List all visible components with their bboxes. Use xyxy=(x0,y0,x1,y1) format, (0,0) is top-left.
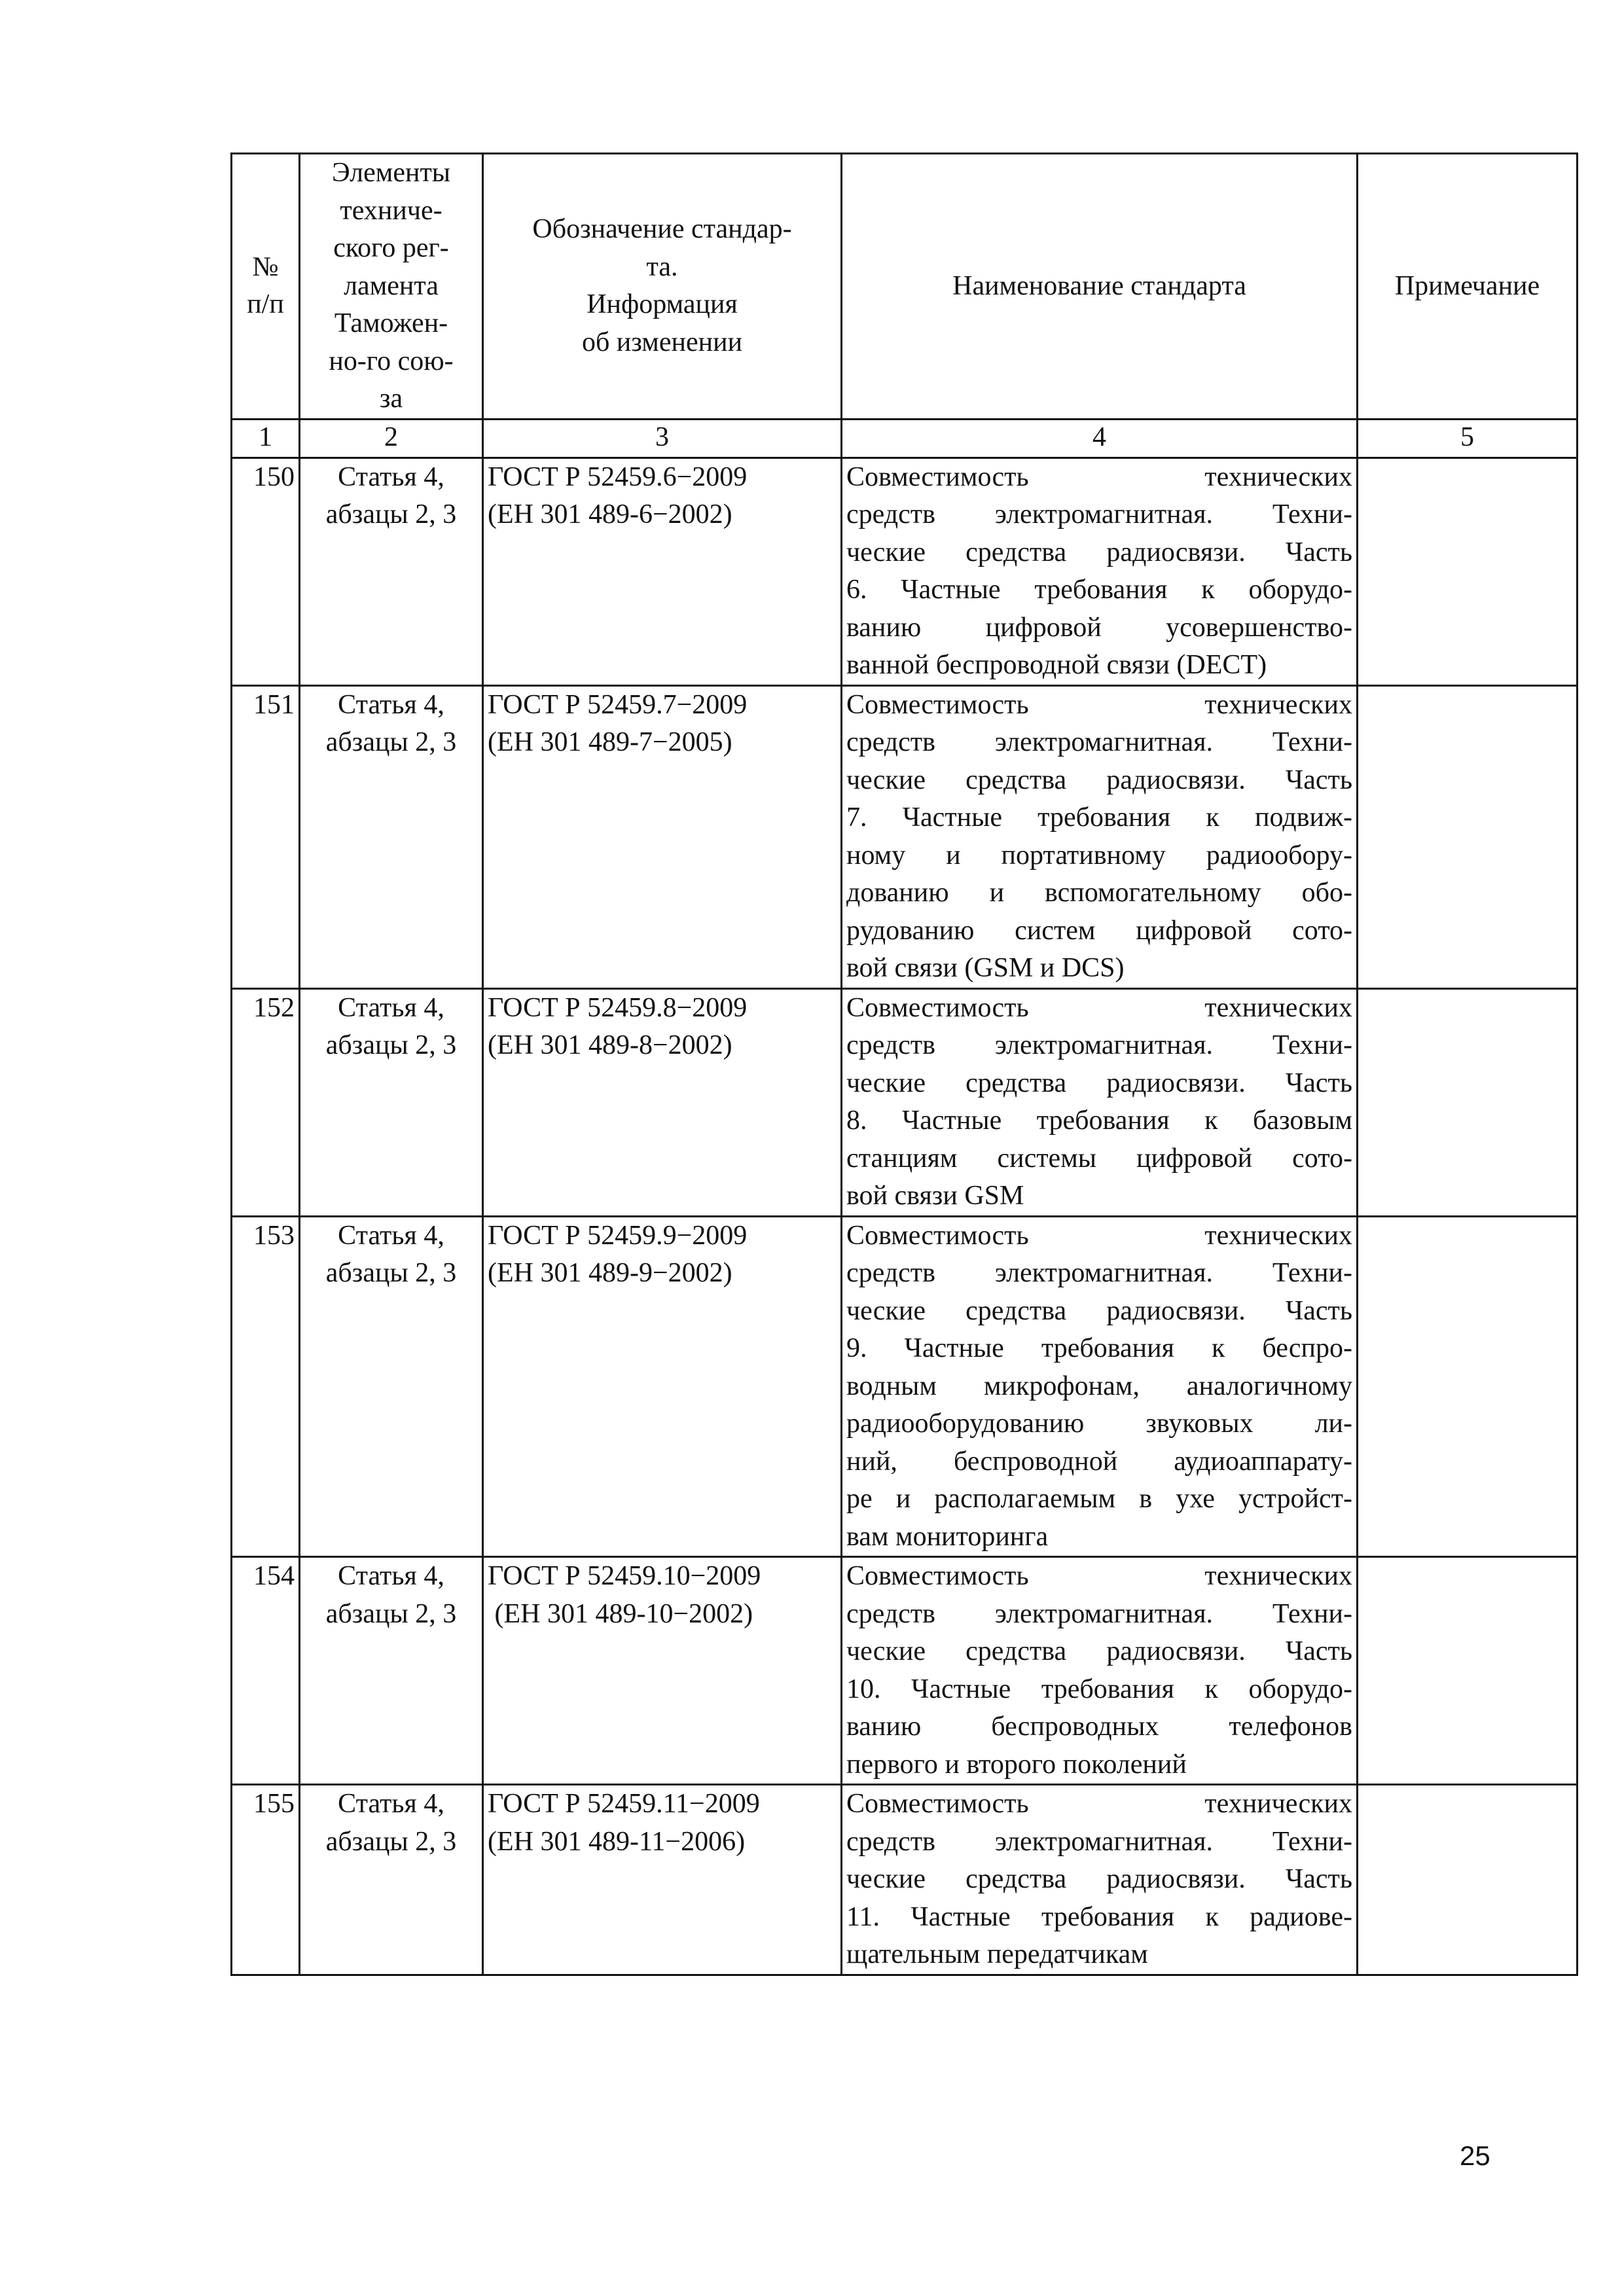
row-number: 152 xyxy=(232,988,300,1216)
standard-name xyxy=(842,1557,1358,1785)
text-line: Совместимость технических xyxy=(846,992,1352,1023)
text-line: ГОСТ Р 52459.11−2009 xyxy=(488,1789,760,1819)
text-line: Совместимость технических xyxy=(846,1789,1352,1819)
text-line: вой связи GSM xyxy=(846,1181,1024,1211)
page-number: 25 xyxy=(1460,2140,1490,2171)
text-line: та. xyxy=(646,251,678,282)
text-line: ского рег- xyxy=(333,233,449,263)
standard-name xyxy=(842,1216,1358,1557)
standard-code xyxy=(483,1785,842,1975)
text-line: но-го сою- xyxy=(329,346,454,376)
standard-name xyxy=(842,1785,1358,1975)
text-line: Статья 4, xyxy=(338,461,444,492)
text-line: (ЕН 301 489-10−2002) xyxy=(488,1598,753,1629)
standard-name xyxy=(842,457,1358,685)
text-line: Совместимость технических xyxy=(846,1220,1352,1251)
row-note xyxy=(1358,685,1578,988)
text-line: ванной беспроводной связи (DECT) xyxy=(846,650,1267,680)
column-number: 4 xyxy=(842,419,1358,457)
text-line: абзацы 2, 3 xyxy=(325,499,457,529)
column-number-row xyxy=(232,419,1578,457)
regulation-article xyxy=(300,1785,483,1975)
table-row xyxy=(232,988,1578,1216)
row-number: 151 xyxy=(232,685,300,988)
row-note xyxy=(1358,1557,1578,1785)
text-line: за xyxy=(379,384,403,414)
text-line: радиооборудованию звуковых ли- xyxy=(846,1408,1352,1439)
text-line: станциям системы цифровой сото- xyxy=(846,1143,1352,1174)
column-number: 5 xyxy=(1358,419,1578,457)
column-number: 1 xyxy=(232,419,300,457)
text-line: ческие средства радиосвязи. Часть xyxy=(846,1295,1352,1326)
text-line: средств электромагнитная. Техни- xyxy=(846,1030,1352,1060)
header-standard-designation xyxy=(483,154,842,420)
text-line: средств электромагнитная. Техни- xyxy=(846,1598,1352,1629)
text-line: ре и располагаемым в ухе устройст- xyxy=(846,1484,1352,1514)
row-note xyxy=(1358,1785,1578,1975)
text-line: средств электромагнитная. Техни- xyxy=(846,1258,1352,1288)
text-line: первого и второго поколений xyxy=(846,1749,1187,1780)
text-line: об изменении xyxy=(581,327,743,357)
column-number: 2 xyxy=(300,419,483,457)
text-line: ному и портативному радиообору- xyxy=(846,840,1352,870)
text-line: средств электромагнитная. Техни- xyxy=(846,1826,1352,1857)
text-line: ГОСТ Р 52459.6−2009 xyxy=(488,461,748,492)
standard-name xyxy=(842,988,1358,1216)
row-number: 155 xyxy=(232,1785,300,1975)
text-line: ческие средства радиосвязи. Часть xyxy=(846,1864,1352,1894)
header-standard-name: Наименование стандарта xyxy=(842,154,1358,420)
text-line: (ЕН 301 489-9−2002) xyxy=(488,1258,732,1288)
column-number: 3 xyxy=(483,419,842,457)
text-line: водным микрофонам, аналогичному xyxy=(846,1371,1352,1401)
row-number: 154 xyxy=(232,1557,300,1785)
text-line: абзацы 2, 3 xyxy=(325,1258,457,1288)
text-line: дованию и вспомогательному обо- xyxy=(846,878,1352,908)
text-line: ГОСТ Р 52459.8−2009 xyxy=(488,992,748,1023)
text-line: Совместимость технических xyxy=(846,689,1352,720)
text-line: 10. Частные требования к оборудо- xyxy=(846,1674,1352,1704)
table-row xyxy=(232,1785,1578,1975)
standards-table xyxy=(230,152,1578,1976)
text-line: Статья 4, xyxy=(338,992,444,1023)
text-line: ГОСТ Р 52459.10−2009 xyxy=(488,1561,761,1591)
row-note xyxy=(1358,457,1578,685)
table-row xyxy=(232,685,1578,988)
header-regulation-elements xyxy=(300,154,483,420)
text-line: Таможен- xyxy=(334,308,448,338)
text-line: (ЕН 301 489-7−2005) xyxy=(488,727,732,757)
text-line: 8. Частные требования к базовым xyxy=(846,1105,1352,1136)
text-line: п/п xyxy=(247,289,284,320)
standard-code xyxy=(483,988,842,1216)
text-line: Совместимость технических xyxy=(846,461,1352,492)
text-line: вам мониторинга xyxy=(846,1521,1049,1552)
text-line: Статья 4, xyxy=(338,1789,444,1819)
standard-name xyxy=(842,685,1358,988)
text-line: ческие средства радиосвязи. Часть xyxy=(846,537,1352,567)
text-line: 9. Частные требования к беспро- xyxy=(846,1333,1352,1363)
text-line: Совместимость технических xyxy=(846,1561,1352,1591)
text-line: ванию цифровой усовершенство- xyxy=(846,612,1352,643)
text-line: (ЕН 301 489-8−2002) xyxy=(488,1030,732,1060)
text-line: (ЕН 301 489-6−2002) xyxy=(488,499,732,529)
standard-code xyxy=(483,1216,842,1557)
standard-code xyxy=(483,1557,842,1785)
text-line: Статья 4, xyxy=(338,689,444,720)
text-line: Статья 4, xyxy=(338,1561,444,1591)
text-line: Информация xyxy=(586,289,738,320)
text-line: Статья 4, xyxy=(338,1220,444,1251)
text-line: ГОСТ Р 52459.7−2009 xyxy=(488,689,748,720)
regulation-article xyxy=(300,1216,483,1557)
text-line: щательным передатчикам xyxy=(846,1939,1148,1969)
row-number: 153 xyxy=(232,1216,300,1557)
regulation-article xyxy=(300,457,483,685)
header-number xyxy=(232,154,300,420)
text-line: ческие средства радиосвязи. Часть xyxy=(846,764,1352,795)
standard-code xyxy=(483,685,842,988)
text-line: 7. Частные требования к подвиж- xyxy=(846,802,1352,833)
text-line: ванию беспроводных телефонов xyxy=(846,1712,1352,1742)
row-number: 150 xyxy=(232,457,300,685)
text-line: техниче- xyxy=(340,195,442,226)
text-line: № xyxy=(252,251,279,282)
table-row xyxy=(232,457,1578,685)
text-line: вой связи (GSM и DCS) xyxy=(846,953,1125,983)
text-line: 6. Частные требования к оборудо- xyxy=(846,575,1352,605)
text-line: 11. Частные требования к радиове- xyxy=(846,1901,1352,1932)
text-line: абзацы 2, 3 xyxy=(325,1826,457,1857)
text-line: Элементы xyxy=(331,158,451,188)
text-line: (ЕН 301 489-11−2006) xyxy=(488,1826,746,1857)
table-row xyxy=(232,1216,1578,1557)
table-row xyxy=(232,1557,1578,1785)
table-body xyxy=(232,457,1578,1975)
regulation-article xyxy=(300,685,483,988)
table-header-row xyxy=(232,154,1578,420)
header-note: Примечание xyxy=(1358,154,1578,420)
text-line: абзацы 2, 3 xyxy=(325,1030,457,1060)
text-line: ний, беспроводной аудиоаппарату- xyxy=(846,1446,1352,1477)
text-line: ческие средства радиосвязи. Часть xyxy=(846,1067,1352,1098)
text-line: Обозначение стандар- xyxy=(532,214,792,245)
text-line: ГОСТ Р 52459.9−2009 xyxy=(488,1220,748,1251)
text-line: средств электромагнитная. Техни- xyxy=(846,727,1352,757)
text-line: рудованию систем цифровой сото- xyxy=(846,915,1352,946)
text-line: средств электромагнитная. Техни- xyxy=(846,499,1352,529)
text-line: абзацы 2, 3 xyxy=(325,1598,457,1629)
row-note xyxy=(1358,1216,1578,1557)
regulation-article xyxy=(300,1557,483,1785)
regulation-article xyxy=(300,988,483,1216)
standard-code xyxy=(483,457,842,685)
row-note xyxy=(1358,988,1578,1216)
text-line: ческие средства радиосвязи. Часть xyxy=(846,1636,1352,1666)
text-line: ламента xyxy=(344,270,439,301)
text-line: абзацы 2, 3 xyxy=(325,727,457,757)
